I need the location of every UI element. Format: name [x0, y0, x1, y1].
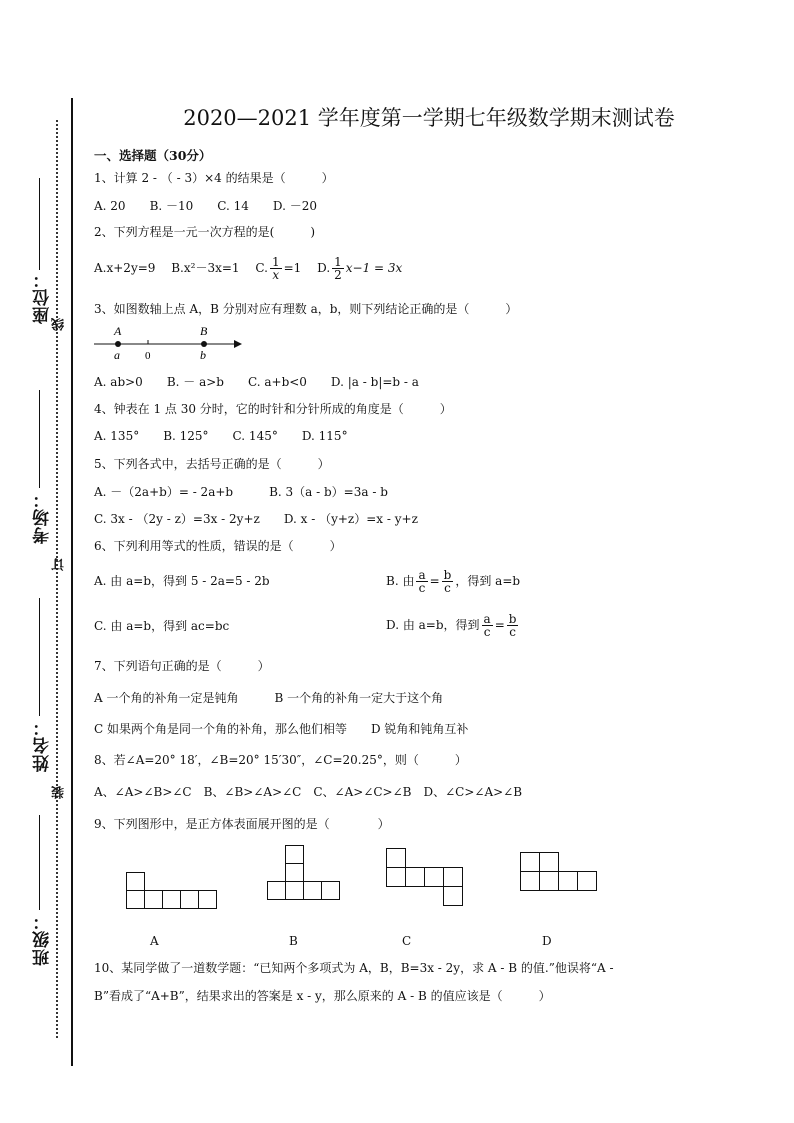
section-heading: 一、选择题（30分） [94, 148, 212, 163]
page-title: 2020—2021 学年度第一学期七年级数学期末测试卷 [183, 106, 675, 130]
q6-b-fraction-right [442, 569, 454, 594]
q3-stem: 3、如图数轴上点 A，B 分别对应有理数 a，b，则下列结论正确的是（ ） [94, 302, 518, 316]
q7-stem: 7、下列语句正确的是（ ） [94, 659, 270, 673]
q6-b-fraction-left [416, 569, 427, 594]
binding-dotted-line [56, 120, 58, 1038]
q2-d-numerator: 1 [334, 255, 342, 269]
axis-arrow [234, 340, 242, 348]
q2-option-d-fraction [332, 256, 344, 281]
q2-d-denominator: 2 [334, 268, 342, 282]
point-b [201, 341, 207, 347]
q2-option-b: B.x²－3x=1 [171, 261, 240, 275]
q1-stem: 1、计算 2 - （ - 3）×4 的结果是（ ） [94, 171, 334, 185]
seat-label: 座位： [33, 270, 53, 324]
q2-option-d-suffix: x−1 = 3x [345, 261, 403, 275]
q9-net-c [386, 848, 464, 906]
q5-stem: 5、下列各式中，去括号正确的是（ ） [94, 457, 330, 471]
point-a [115, 341, 121, 347]
q6-b-num2: b [443, 568, 452, 582]
q6-option-b [386, 566, 520, 596]
q6-b-den1: c [418, 581, 426, 595]
q2-option-a: A.x+2y=9 [94, 261, 156, 275]
q6-b-num1: a [418, 568, 426, 582]
q9-stem: 9、下列图形中，是正方体表面展开图的是（ ） [94, 817, 390, 831]
q9-net-a [126, 872, 218, 910]
exam-room-label: 考场： [33, 490, 53, 544]
q6-d-fraction-right [507, 613, 519, 638]
q9-label-d: D [542, 934, 552, 948]
q6-d-den1: c [483, 625, 491, 639]
q4-stem: 4、钟表在 1 点 30 分时，它的时针和分针所成的角度是（ ） [94, 402, 452, 416]
name-underline [39, 598, 40, 716]
q6-b-prefix: B. 由 [386, 574, 415, 588]
q3-number-line [94, 322, 254, 364]
q2-options [94, 256, 402, 281]
q8-options: A、∠A>∠B>∠C B、∠B>∠A>∠C C、∠A>∠C>∠B D、∠C>∠A>∠B [94, 785, 523, 799]
q6-option-c: C. 由 a=b，得到 ac=bc [94, 619, 230, 633]
exam-room-underline [39, 390, 40, 488]
q6-d-fraction-left [482, 613, 493, 638]
label-a: a [114, 348, 120, 362]
q6-b-suffix: ，得到 a=b [455, 574, 521, 588]
binding-mark-install: 装 [52, 786, 67, 799]
q2-stem: 2、下列方程是一元一次方程的是( ) [94, 225, 315, 239]
q9-label-c: C [402, 934, 412, 948]
label-A: A [114, 324, 122, 338]
q6-stem: 6、下列利用等式的性质，错误的是（ ） [94, 539, 342, 553]
q6-d-den2: c [509, 625, 516, 639]
q6-d-num1: a [483, 612, 491, 626]
q5-options-1: A. －（2a+b）= - 2a+b B. 3（a - b）=3a - b [94, 485, 388, 499]
q9-label-b: B [289, 934, 298, 948]
q2-option-c-prefix: C. [255, 261, 268, 275]
class-underline [39, 815, 40, 910]
q9-net-d [520, 852, 598, 892]
q8-stem: 8、若∠A=20° 18′，∠B=20° 15′30″，∠C=20.25°，则（ ） [94, 753, 467, 767]
q7-options-2: C 如果两个角是同一个角的补角，那么他们相等 D 锐角和钝角互补 [94, 722, 469, 736]
q9-label-a: A [150, 934, 159, 948]
q2-option-d-prefix: D. [317, 261, 331, 275]
label-b: b [200, 348, 206, 362]
q2-option-c-fraction [270, 256, 282, 281]
q6-option-a: A. 由 a=b，得到 5 - 2a=5 - 2b [94, 574, 270, 588]
binding-mark-bind: 订 [52, 558, 67, 571]
q2-option-c-suffix: =1 [283, 261, 302, 275]
q6-b-den2: c [444, 581, 451, 595]
q2-c-denominator: x [272, 268, 280, 282]
q5-options-2: C. 3x - （2y - z）=3x - 2y+z D. x - （y+z）=x - y+z [94, 512, 418, 526]
q10-line-2: B”看成了“A+B”，结果求出的答案是 x - y，那么原来的 A - B 的值应该是（ ） [94, 989, 551, 1003]
q6-d-prefix: D. 由 a=b，得到 [386, 618, 480, 632]
q6-d-num2: b [508, 612, 517, 626]
name-label: 姓名： [33, 718, 53, 772]
q1-options: A. 20 B. －10 C. 14 D. －20 [94, 199, 318, 213]
label-B: B [200, 324, 208, 338]
label-zero: 0 [145, 350, 151, 362]
q9-net-b [267, 845, 341, 901]
q6-option-d [386, 610, 520, 640]
q10-line-1: 10、某同学做了一道数学题：“已知两个多项式为 A，B，B=3x - 2y，求 A - B 的值.”他误将“A - [94, 961, 614, 975]
q6-b-equals: = [429, 574, 440, 588]
class-label: 班级： [33, 912, 53, 966]
q7-options-1: A 一个角的补角一定是钝角 B 一个角的补角一定大于这个角 [94, 691, 444, 705]
binding-margin-rule [71, 98, 73, 1066]
q2-c-numerator: 1 [271, 255, 280, 269]
q6-d-equals: = [494, 618, 505, 632]
q3-options: A. ab>0 B. － a>b C. a+b<0 D. |a - b|=b - a [94, 375, 419, 389]
binding-mark-line: 线 [52, 318, 67, 331]
seat-underline [39, 178, 40, 270]
q4-options: A. 135° B. 125° C. 145° D. 115° [94, 429, 348, 443]
